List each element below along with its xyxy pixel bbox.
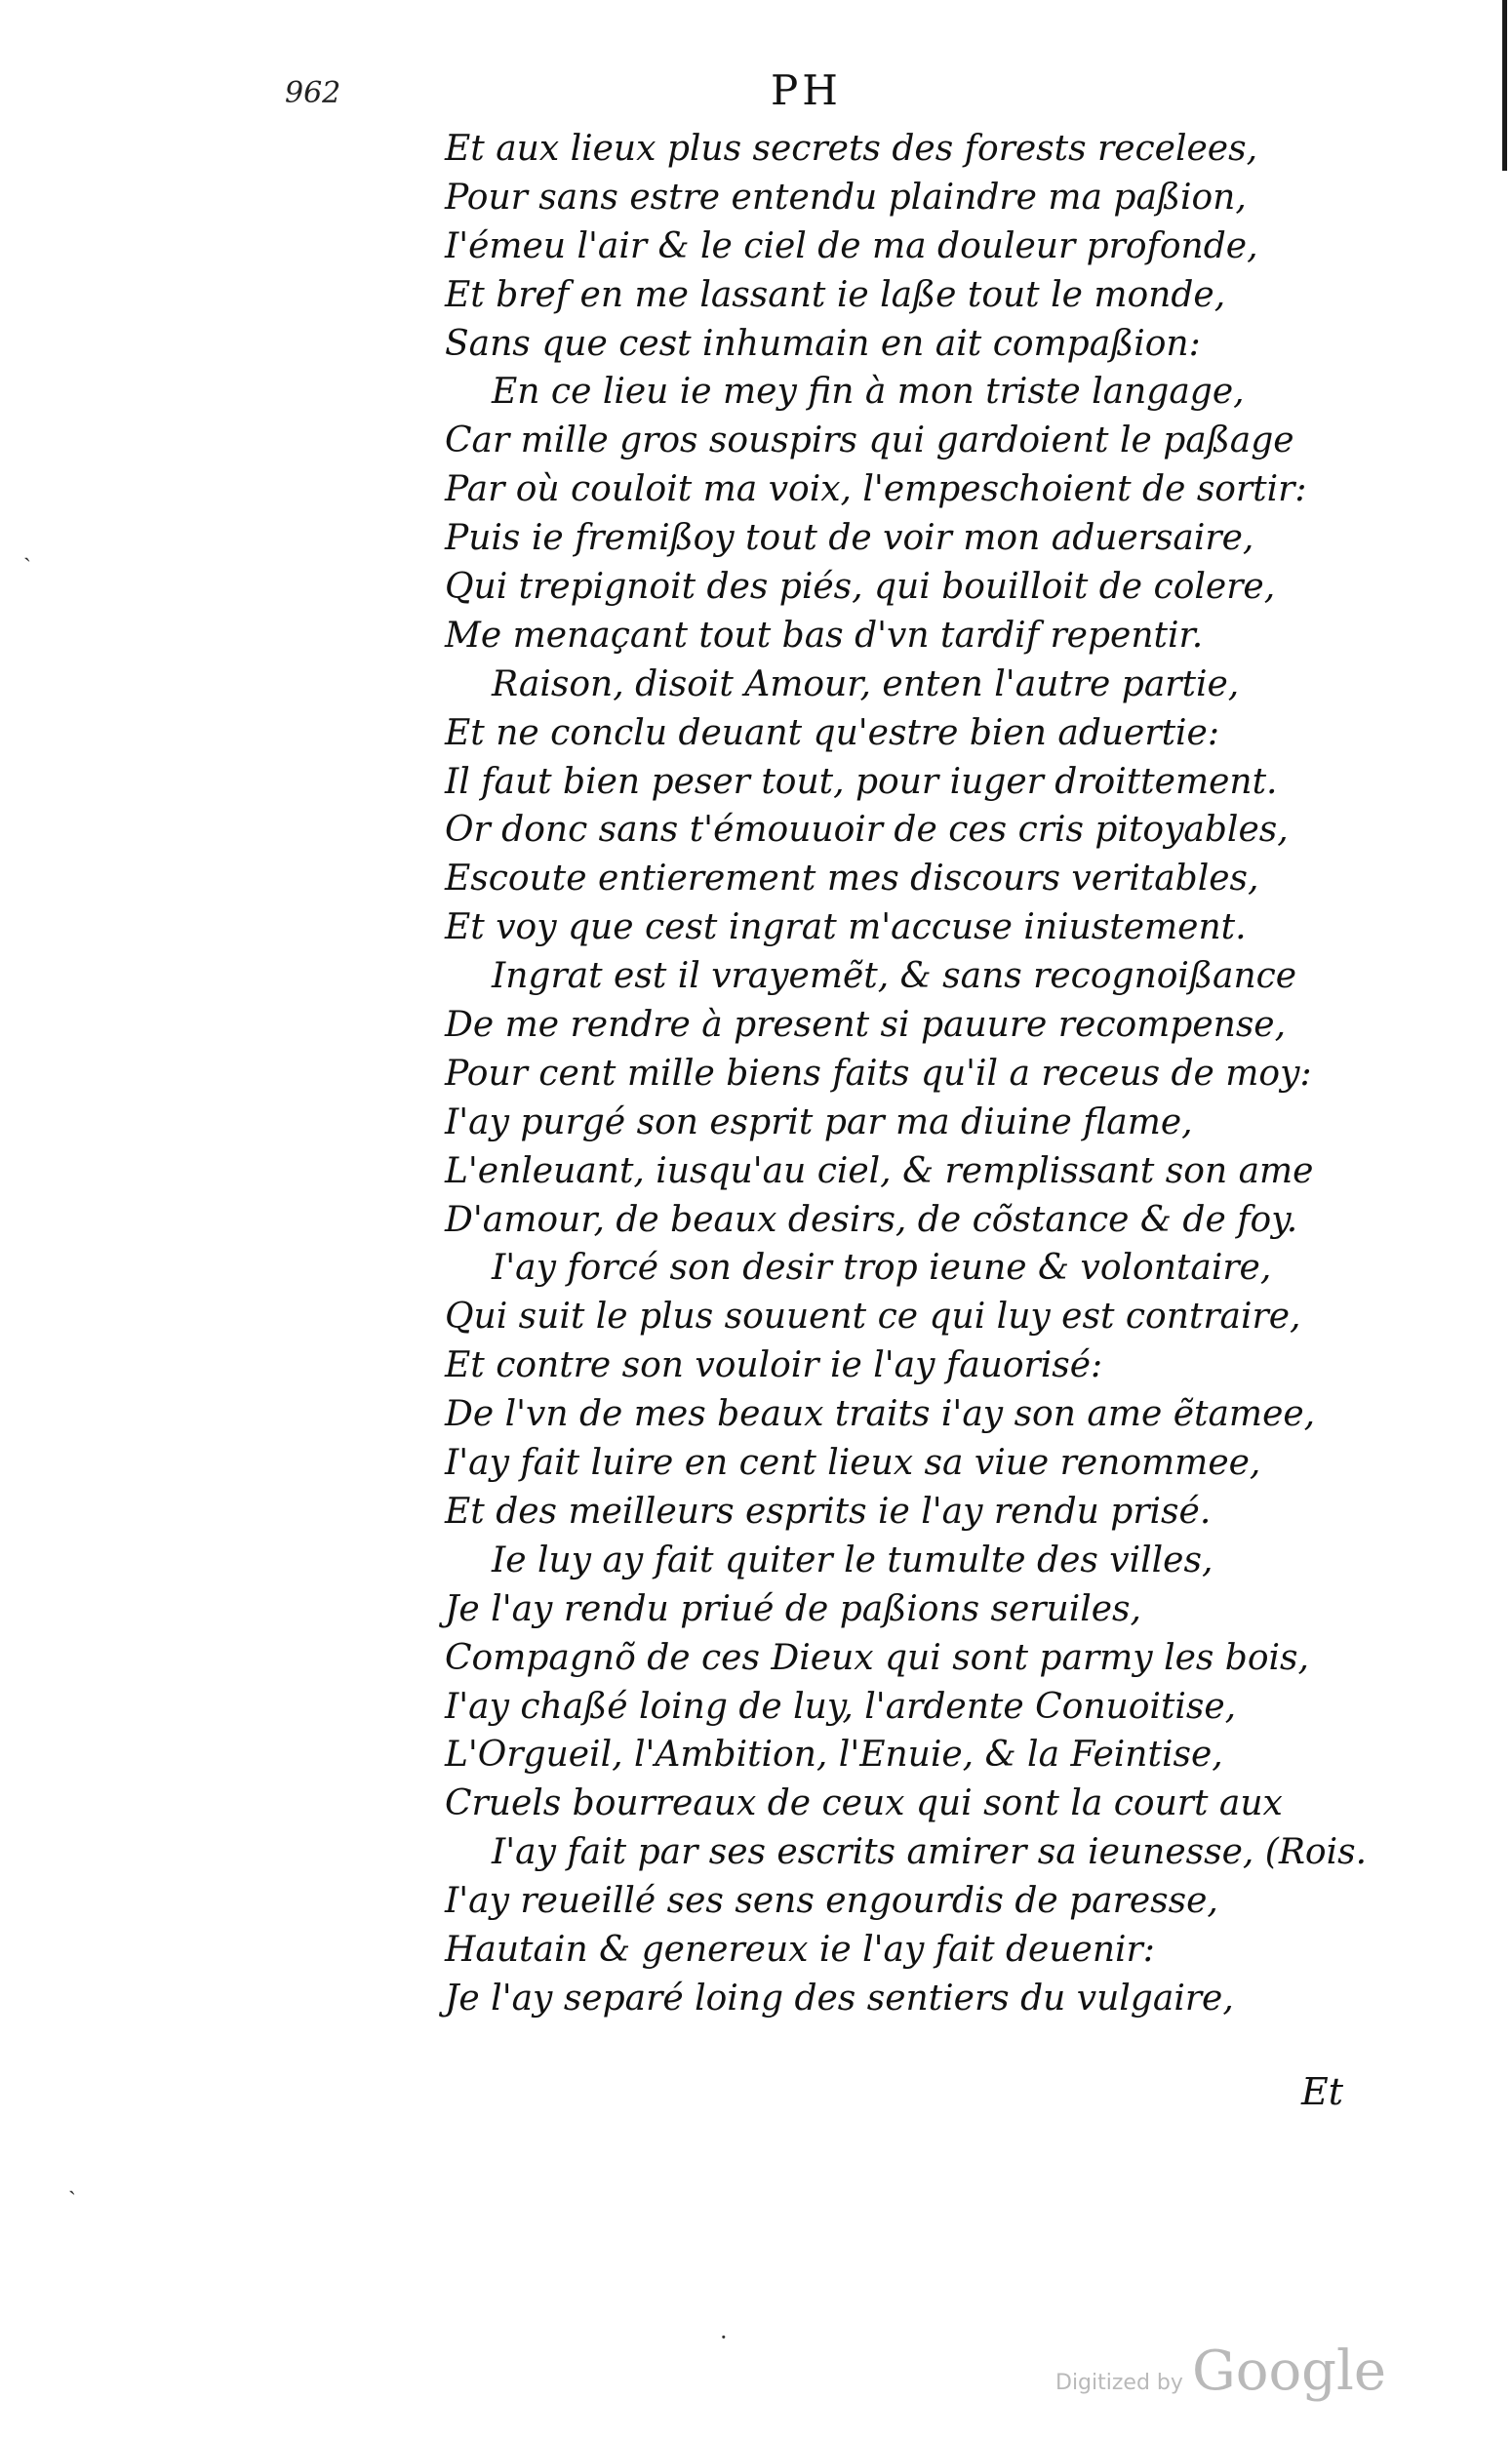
verse-line: Me menaçant tout bas d'vn tardif repentir. xyxy=(445,615,1204,656)
watermark-prefix: Digitized by xyxy=(1055,2371,1183,2395)
verse-line: Et contre son vouloir ie l'ay fauorisé: xyxy=(445,1345,1103,1386)
verse-line: I'ay chaßé loing de luy, l'ardente Conuoitise, xyxy=(445,1686,1237,1727)
verse-line: I'ay fait par ses escrits amirer sa ieunesse, (Rois. xyxy=(492,1832,1368,1873)
stanza-first-line: En ce lieu ie mey fin à mon triste langage, xyxy=(492,372,1245,413)
verse-line: Je l'ay separé loing des sentiers du vulgaire, xyxy=(445,1978,1234,2019)
google-watermark xyxy=(1055,2339,1386,2403)
verse-line: Compagnõ de ces Dieux qui sont parmy les bois, xyxy=(445,1637,1309,1678)
stanza-first-line: Ingrat est il vrayemẽt, & sans recognoißance xyxy=(492,956,1297,997)
verse-line: Et des meilleurs esprits ie l'ay rendu prisé. xyxy=(445,1491,1212,1532)
verse-line: Cruels bourreaux de ceux qui sont la court aux xyxy=(445,1783,1283,1824)
verse-line: L'enleuant, iusqu'au ciel, & remplissant son ame xyxy=(445,1150,1314,1191)
poem-text xyxy=(445,125,1368,2023)
stanza-first-line: Ie luy ay fait quiter le tumulte des villes, xyxy=(492,1539,1214,1580)
page-edge-shadow xyxy=(1502,0,1507,171)
verse-line: Puis ie fremißoy tout de voir mon aduersaire, xyxy=(445,518,1254,559)
stanza-first-line: I'ay forcé son desir trop ieune & volontaire, xyxy=(492,1248,1272,1289)
verse-line: I'émeu l'air & le ciel de ma douleur profonde, xyxy=(445,225,1258,266)
verse-line: I'ay fait luire en cent lieux sa viue renommee, xyxy=(445,1443,1261,1484)
verse-line: Car mille gros souspirs qui gardoient le paßage xyxy=(445,420,1294,461)
verse-line: I'ay reueillé ses sens engourdis de paresse, xyxy=(445,1881,1218,1922)
scan-speck: · xyxy=(720,2324,728,2351)
verse-line: D'amour, de beaux desirs, de cõstance & de foy. xyxy=(445,1199,1298,1240)
catchword: Et xyxy=(1301,2070,1344,2113)
google-logo: Google xyxy=(1192,2339,1387,2403)
verse-line: Pour sans estre entendu plaindre ma paßion, xyxy=(445,177,1247,218)
scan-speck: ˏ xyxy=(23,535,31,562)
verse-line: Et voy que cest ingrat m'accuse iniustement. xyxy=(445,907,1247,948)
verse-line: Qui suit le plus souuent ce qui luy est contraire, xyxy=(445,1297,1301,1338)
verse-line: L'Orgueil, l'Ambition, l'Enuie, & la Feintise, xyxy=(445,1735,1223,1776)
verse-line: I'ay purgé son esprit par ma diuine flame, xyxy=(445,1101,1193,1142)
verse-line: Et ne conclu deuant qu'estre bien aduertie: xyxy=(445,712,1219,753)
verse-line: Il faut bien peser tout, pour iuger droittement. xyxy=(445,761,1278,802)
stanza-first-line: Raison, disoit Amour, enten l'autre partie, xyxy=(492,663,1240,704)
verse-line: Or donc sans t'émouuoir de ces cris pitoyables, xyxy=(445,810,1289,851)
verse-line: Sans que cest inhumain en ait compaßion: xyxy=(445,323,1201,364)
verse-line: De l'vn de mes beaux traits i'ay son ame ẽtamee, xyxy=(445,1394,1316,1435)
verse-line: Et aux lieux plus secrets des forests recelees, xyxy=(445,129,1258,169)
page-number: 962 xyxy=(285,76,341,110)
verse-line: Qui trepignoit des piés, qui bouilloit de colere, xyxy=(445,567,1276,608)
verse-line: De me rendre à present si pauure recompense, xyxy=(445,1005,1287,1046)
verse-line: Je l'ay rendu priué de paßions seruiles, xyxy=(445,1588,1141,1629)
verse-line: Escoute entierement mes discours veritables, xyxy=(445,859,1259,900)
scan-speck: ˏ xyxy=(68,2168,76,2195)
running-head: PH xyxy=(771,66,842,114)
verse-line: Et bref en me lassant ie laße tout le monde, xyxy=(445,274,1226,315)
verse-line: Par où couloit ma voix, l'empeschoient de sortir: xyxy=(445,469,1307,510)
verse-line: Pour cent mille biens faits qu'il a receus de moy: xyxy=(445,1053,1312,1094)
verse-line: Hautain & genereux ie l'ay fait deuenir: xyxy=(445,1929,1155,1970)
